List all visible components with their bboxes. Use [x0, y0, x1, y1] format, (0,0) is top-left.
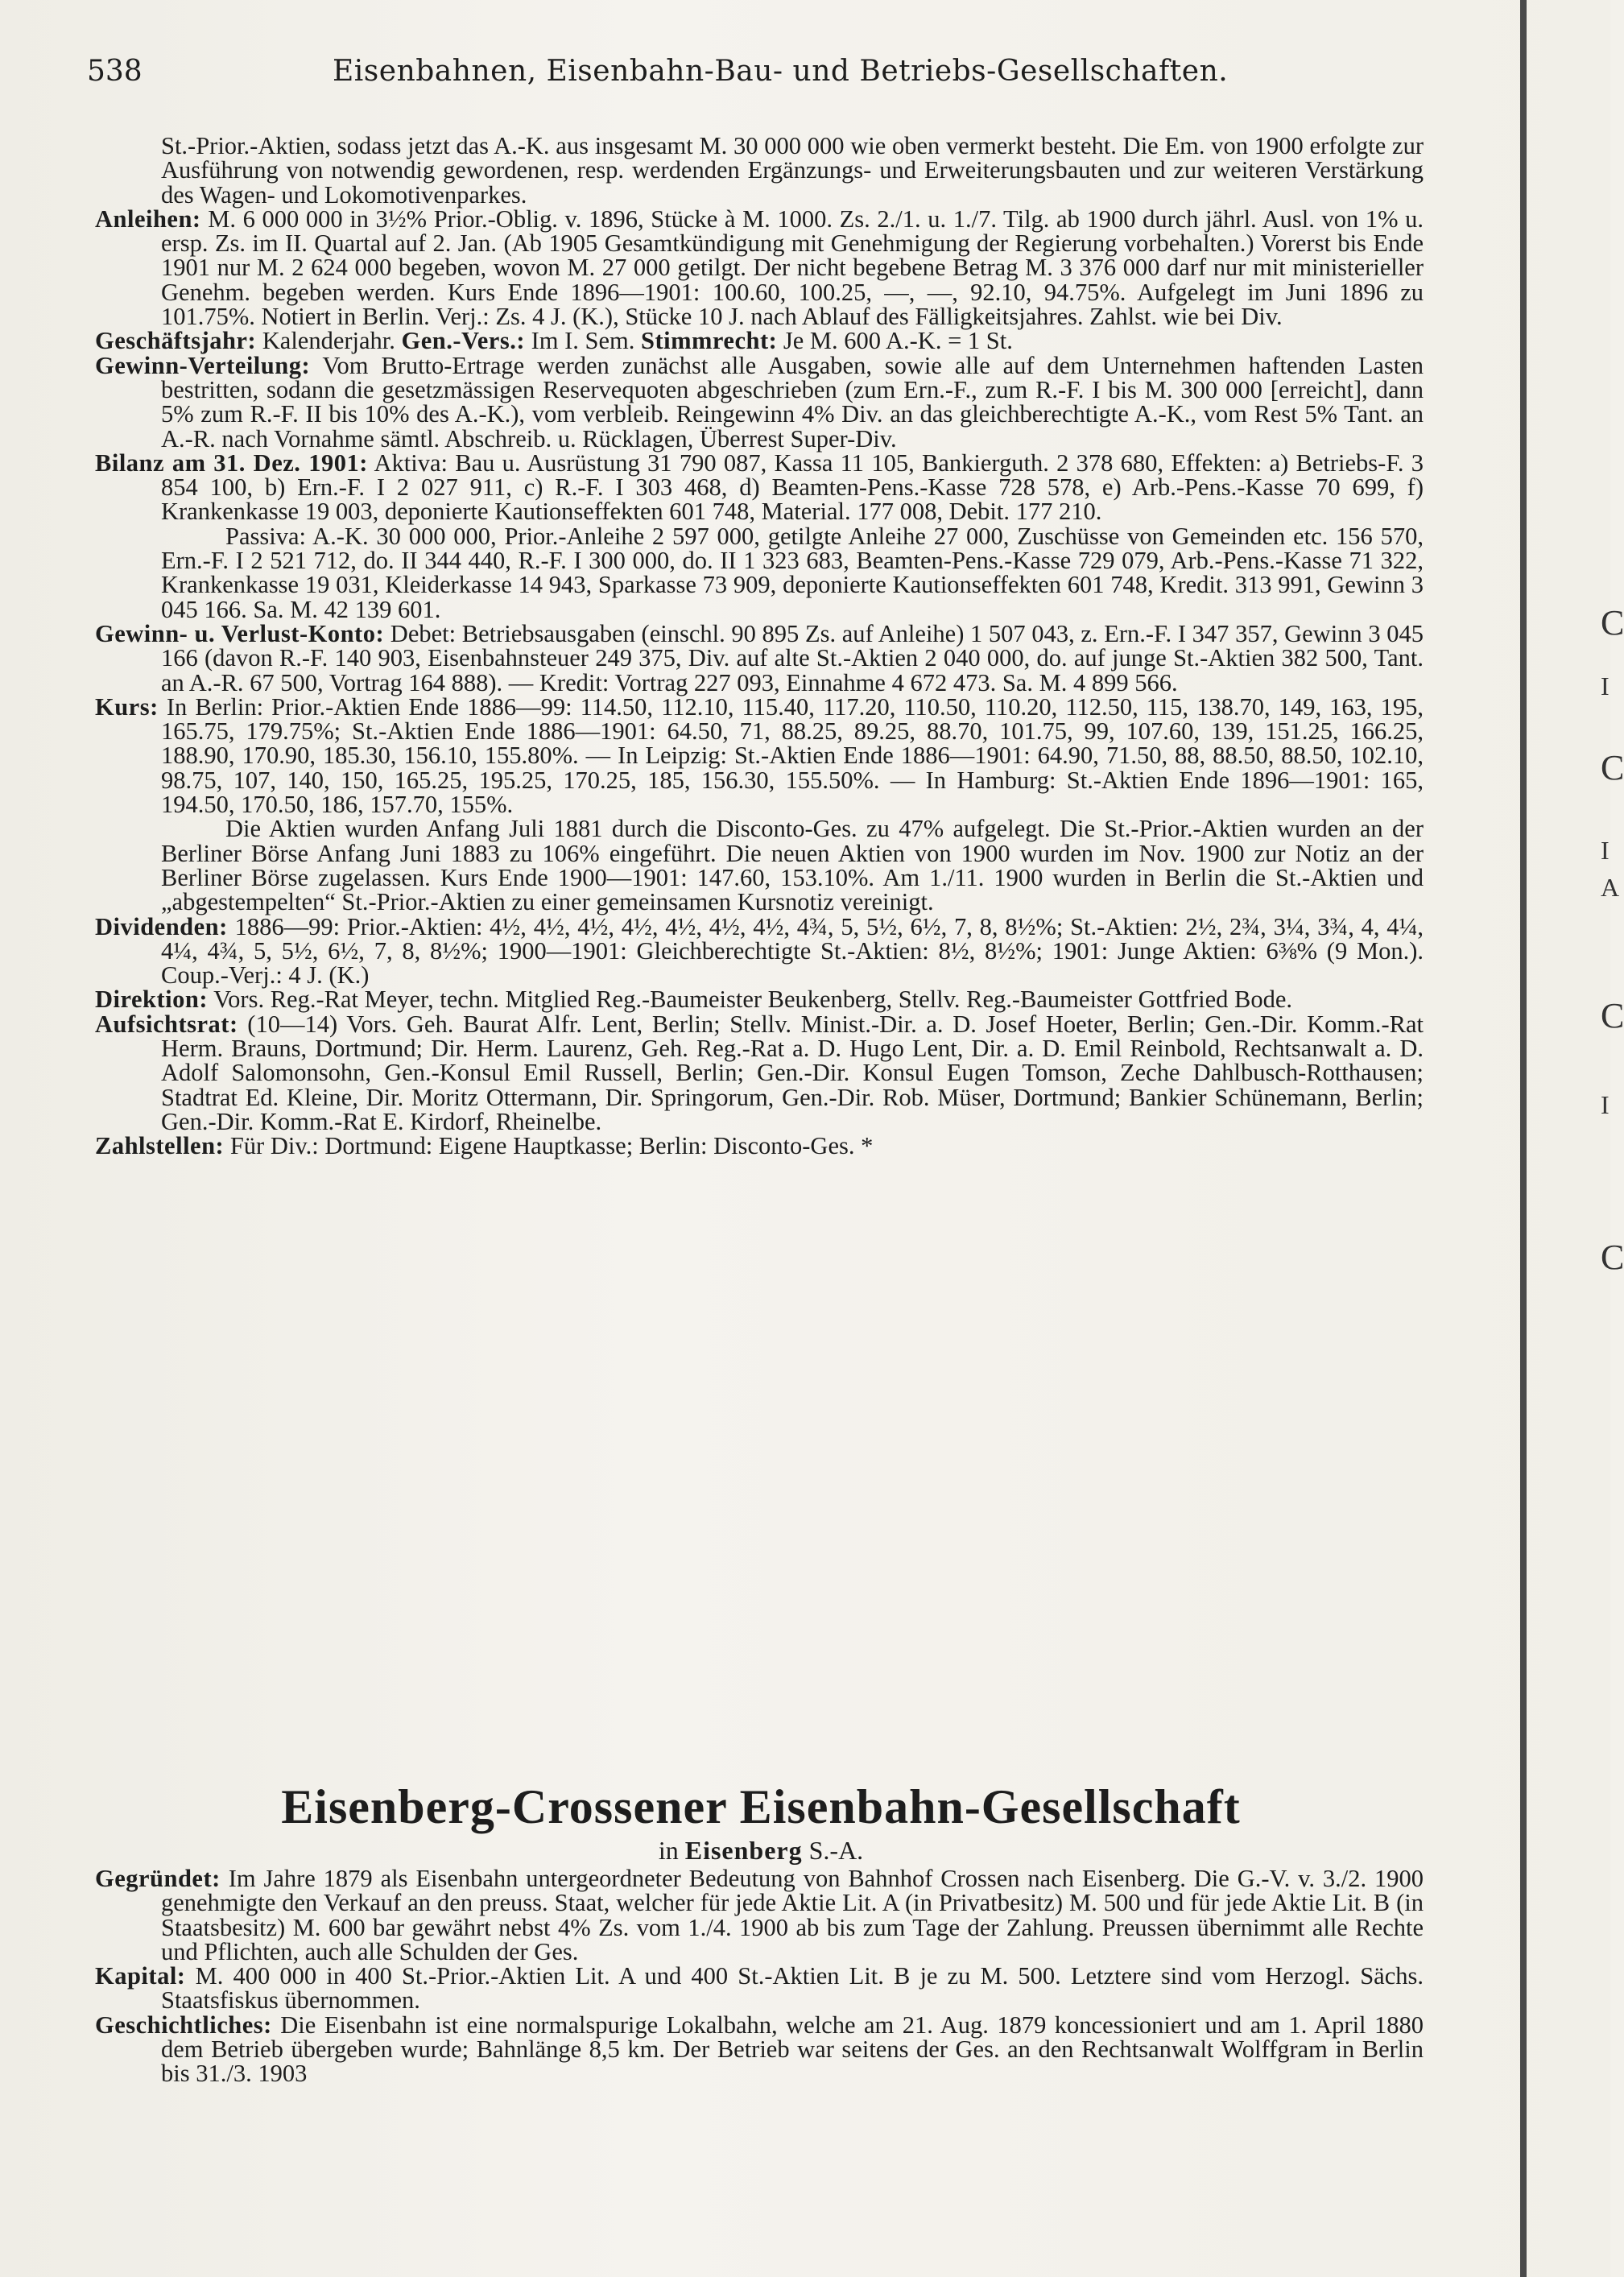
gewinn-verteilung-entry: Gewinn-Verteilung: Vom Brutto-Ertrage werden zunächst alle Ausgaben, sowie alle auf dem Unternehmen haftenden Lasten bestritten, sodann die gesetzmässigen Reservequoten abgeschrieben (zum Ern.-F., zum R.-F. I bis M. 300 000 [erreicht], dann 5% zum R.-F. II bis 10% des A.-K.), vom verbleib. Reingewinn 4% Div. an das gleichberechtigte A.-K., vom Rest 5% Tant. an A.-R. nach Vornahme sämtl. Abschreib. u. Rücklagen, Überrest Super-Div.	[95, 351, 1424, 453]
direktion-entry: Direktion: Vors. Reg.-Rat Meyer, techn. Mitglied Reg.-Baumeister Beukenberg, Stellv. Reg.-Baumeister Gottfried Bode.	[95, 986, 1293, 1014]
geschichtliches-entry: Geschichtliches: Die Eisenbahn ist eine normalspurige Lokalbahn, welche am 21. Aug. 1879 koncessioniert und am 1. April 1880 dem Betrieb übergeben wurde; Bahnlänge 8,5 km. Der Betrieb war seitens der Ges. an den Rechtsanwalt Wolffgram in Berlin bis 31./3. 1903	[95, 2010, 1424, 2088]
kurs-notes: Die Aktien wurden Anfang Juli 1881 durch die Disconto-Ges. zu 47% aufgelegt. Die St.-Prior.-Aktien wurden an der Berliner Börse Anfang Juni 1883 zu 106% eingeführt. Die neuen Aktien von 1900 wurden im Nov. 1900 zur Notiz an der Berliner Börse zugelassen. Kurs Ende 1900—1901: 147.60, 153.10%. Am 1./11. 1900 wurden in Berlin die St.-Aktien und „abgestempelten“ St.-Prior.-Aktien zu einer gemeinsamen Kursnotiz vereinigt.	[161, 815, 1424, 916]
dividenden-entry: Dividenden: 1886—99: Prior.-Aktien: 4½, 4½, 4½, 4½, 4½, 4½, 4½, 4¾, 5, 5½, 6½, 7, 8, 8½%; St.-Aktien: 2½, 2¾, 3¼, 3¾, 4, 4¼, 4¼, 4¾, 5, 5½, 6½, 7, 8, 8½%; 1900—1901: Gleichberechtigte St.-Aktien: 8½, 8½%; 1901: Junge Aktien: 6⅜% (9 Mon.). Coup.-Verj.: 4 J. (K.)	[95, 912, 1424, 990]
company-entry-new	[95, 1866, 1424, 2086]
margin-fragment: C	[1601, 748, 1624, 787]
page-header	[87, 55, 1528, 103]
page-number: 538	[87, 55, 143, 88]
entry-label: Aufsichtsrat:	[95, 1010, 238, 1038]
entry-label: Direktion:	[95, 986, 208, 1014]
bilanz-entry: Bilanz am 31. Dez. 1901: Aktiva: Bau u. Ausrüstung 31 790 087, Kassa 11 105, Bankierguth. 2 378 680, Effekten: a) Betriebs-F. 3 854 100, b) Ern.-F. I 2 027 911, c) R.-F. I 303 468, d) Beamten-Pens.-Kasse 728 578, e) Arb.-Pens.-Kasse 70 699, f) Krankenkasse 19 003, deponierte Kautionseffekten 601 748, Material. 177 008, Debit. 177 210.	[95, 448, 1424, 526]
entry-label: Stimmrecht:	[641, 327, 778, 355]
margin-fragment: A	[1601, 873, 1620, 902]
entry-label: Dividenden:	[95, 912, 228, 940]
zahlstellen-entry: Zahlstellen: Für Div.: Dortmund: Eigene Hauptkasse; Berlin: Disconto-Ges. *	[95, 1132, 874, 1160]
margin-fragment: C	[1601, 603, 1624, 643]
entry-label: Anleihen:	[95, 205, 201, 233]
entry-label: Zahlstellen:	[95, 1132, 225, 1160]
entry-label: Geschäftsjahr:	[95, 327, 257, 355]
company-seat: Eisenberg	[684, 1836, 803, 1865]
entry-label: Kurs:	[95, 692, 159, 721]
entry-label: Kapital:	[95, 1962, 186, 1990]
column-rule	[1520, 0, 1527, 2277]
entry-label: Bilanz am 31. Dez. 1901:	[95, 448, 368, 477]
company-subtitle: in Eisenberg S.-A.	[658, 1836, 864, 1865]
margin-fragment: I	[1601, 1090, 1610, 1119]
margin-fragment: C	[1601, 1238, 1624, 1277]
geschaeftsjahr-entry: Geschäftsjahr: Kalenderjahr. Gen.-Vers.: Im I. Sem. Stimmrecht: Je M. 600 A.-K. = 1 St.	[95, 327, 1013, 355]
bilanz-passiva: Passiva: A.-K. 30 000 000, Prior.-Anleihe 2 597 000, getilgte Anleihe 27 000, Zuschüsse von Gemeinden etc. 156 570, Ern.-F. I 2 521 712, do. II 344 440, R.-F. I 300 000, do. II 1 323 683, Beamten-Pens.-Kasse 729 079, Arb.-Pens.-Kasse 71 322, Krankenkasse 19 031, Kleiderkasse 14 943, Sparkasse 73 909, deponierte Kautionseffekten 601 748, Kredit. 313 991, Gewinn 3 045 166. Sa. M. 42 139 601.	[161, 522, 1424, 623]
anleihen-entry: Anleihen: M. 6 000 000 in 3½% Prior.-Oblig. v. 1896, Stücke à M. 1000. Zs. 2./1. u. 1./7. Tilg. ab 1900 durch jährl. Ausl. von 1% u. ersp. Zs. im II. Quartal auf 2. Jan. (Ab 1905 Gesamtkündigung mit Genehmigung der Regierung vorbehalten.) Vorerst bis Ende 1901 nur M. 2 624 000 begeben, wovon M. 27 000 getilgt. Der nicht begebene Betrag M. 3 376 000 darf nur mit ministerieller Genehm. begeben werden. Kurs Ende 1896—1901: 100.60, 100.25, —, —, 92.10, 94.75%. Aufgelegt im Juni 1896 zu 101.75%. Notiert in Berlin. Verj.: Zs. 4 J. (K.), Stücke 10 J. nach Ablauf des Fälligkeitsjahres. Zahlst. wie bei Div.	[95, 205, 1424, 331]
intro-paragraph: St.-Prior.-Aktien, sodass jetzt das A.-K. aus insgesamt M. 30 000 000 wie oben vermerkt besteht. Die Em. von 1900 erfolgte zur Ausführung von notwendig gewordenen, resp. werdenden Ergänzungs- und Erweiterungsbauten und zur weiteren Verstärkung des Wagen- und Lokomotivenparkes.	[161, 132, 1424, 209]
company-title: Eisenberg-Crossener Eisenbahn-Gesellschaft	[281, 1780, 1241, 1833]
aufsichtsrat-entry: Aufsichtsrat: (10—14) Vors. Geh. Baurat Alfr. Lent, Berlin; Stellv. Minist.-Dir. a. D. Josef Hoeter, Berlin; Gen.-Dir. Komm.-Rat Herm. Brauns, Dortmund; Dir. Herm. Laurenz, Geh. Reg.-Rat a. D. Hugo Lent, Dir. a. D. Emil Reinbold, Rechtsanwalt a. D. Adolf Salomonsohn, Gen.-Konsul Emil Russell, Berlin; Gen.-Dir. Konsul Eugen Tomson, Zeche Dahlbusch-Rotthausen; Stadtrat Ed. Kleine, Dir. Moritz Ottermann, Dir. Springorum, Gen.-Dir. Rob. Müser, Dortmund; Bankier Schünemann, Berlin; Gen.-Dir. Komm.-Rat E. Kirdorf, Rheinelbe.	[95, 1010, 1424, 1135]
entry-label: Gewinn-Verteilung:	[95, 351, 311, 379]
gewinn-verlust-entry: Gewinn- u. Verlust-Konto: Debet: Betriebsausgaben (einschl. 90 895 Zs. auf Anleihe) 1 507 043, z. Ern.-F. I 347 357, Gewinn 3 045 166 (davon R.-F. 140 903, Eisenbahnsteuer 249 375, Div. auf alte St.-Aktien 2 040 000, do. auf junge St.-Aktien 382 500, Tant. an A.-R. 67 500, Vortrag 164 888). — Kredit: Vortrag 227 093, Einnahme 4 672 473. Sa. M. 4 899 566.	[95, 619, 1424, 696]
margin-fragment: I	[1601, 836, 1610, 865]
margin-fragment: C	[1601, 996, 1624, 1035]
footnote-mark: *	[861, 1132, 874, 1160]
kurs-entry: Kurs: In Berlin: Prior.-Aktien Ende 1886—99: 114.50, 112.10, 115.40, 117.20, 110.50, 110.20, 112.50, 115, 138.70, 149, 163, 195, 165.75, 179.75%; St.-Aktien Ende 1886—1901: 64.50, 71, 88.25, 89.25, 88.70, 101.75, 99, 107.60, 139, 151.25, 166.25, 188.90, 170.90, 185.30, 156.10, 155.80%. — In Leipzig: St.-Aktien Ende 1886—1901: 64.90, 71.50, 88, 88.50, 88.50, 102.10, 98.75, 107, 140, 150, 165.25, 195.25, 170.25, 185, 156.30, 155.50%. — In Hamburg: St.-Aktien Ende 1896—1901: 165, 194.50, 170.50, 186, 157.70, 155%.	[95, 692, 1424, 819]
entry-label: Gewinn- u. Verlust-Konto:	[95, 619, 385, 647]
entry-label: Gegründet:	[95, 1865, 221, 1892]
running-head: Eisenbahnen, Eisenbahn-Bau- und Betriebs-Gesellschaften.	[333, 55, 1229, 88]
margin-fragment: I	[1601, 672, 1610, 700]
company-entry-continued	[95, 134, 1424, 1158]
gegruendet-entry: Gegründet: Im Jahre 1879 als Eisenbahn untergeordneter Bedeutung von Bahnhof Crossen nach Eisenberg. Die G.-V. v. 3./2. 1900 genehmigte den Verkauf an den preuss. Staat, welcher für jede Aktie Lit. A (in Privatbesitz) M. 500 und für jede Aktie Lit. B (in Staatsbesitz) M. 600 bar gewährt nebst 4% Zs. vom 1./4. 1900 ab bis zum Tage der Zahlung. Preussen übernimmt alle Rechte und Pflichten, auch alle Schulden der Ges.	[95, 1865, 1424, 1965]
entry-label: Gen.-Vers.:	[401, 327, 525, 355]
entry-label: Geschichtliches:	[95, 2010, 272, 2039]
kapital-entry: Kapital: M. 400 000 in 400 St.-Prior.-Aktien Lit. A und 400 St.-Aktien Lit. B je zu M. 500. Letztere sind vom Herzogl. Sächs. Staatsfiskus übernommen.	[95, 1962, 1424, 2015]
